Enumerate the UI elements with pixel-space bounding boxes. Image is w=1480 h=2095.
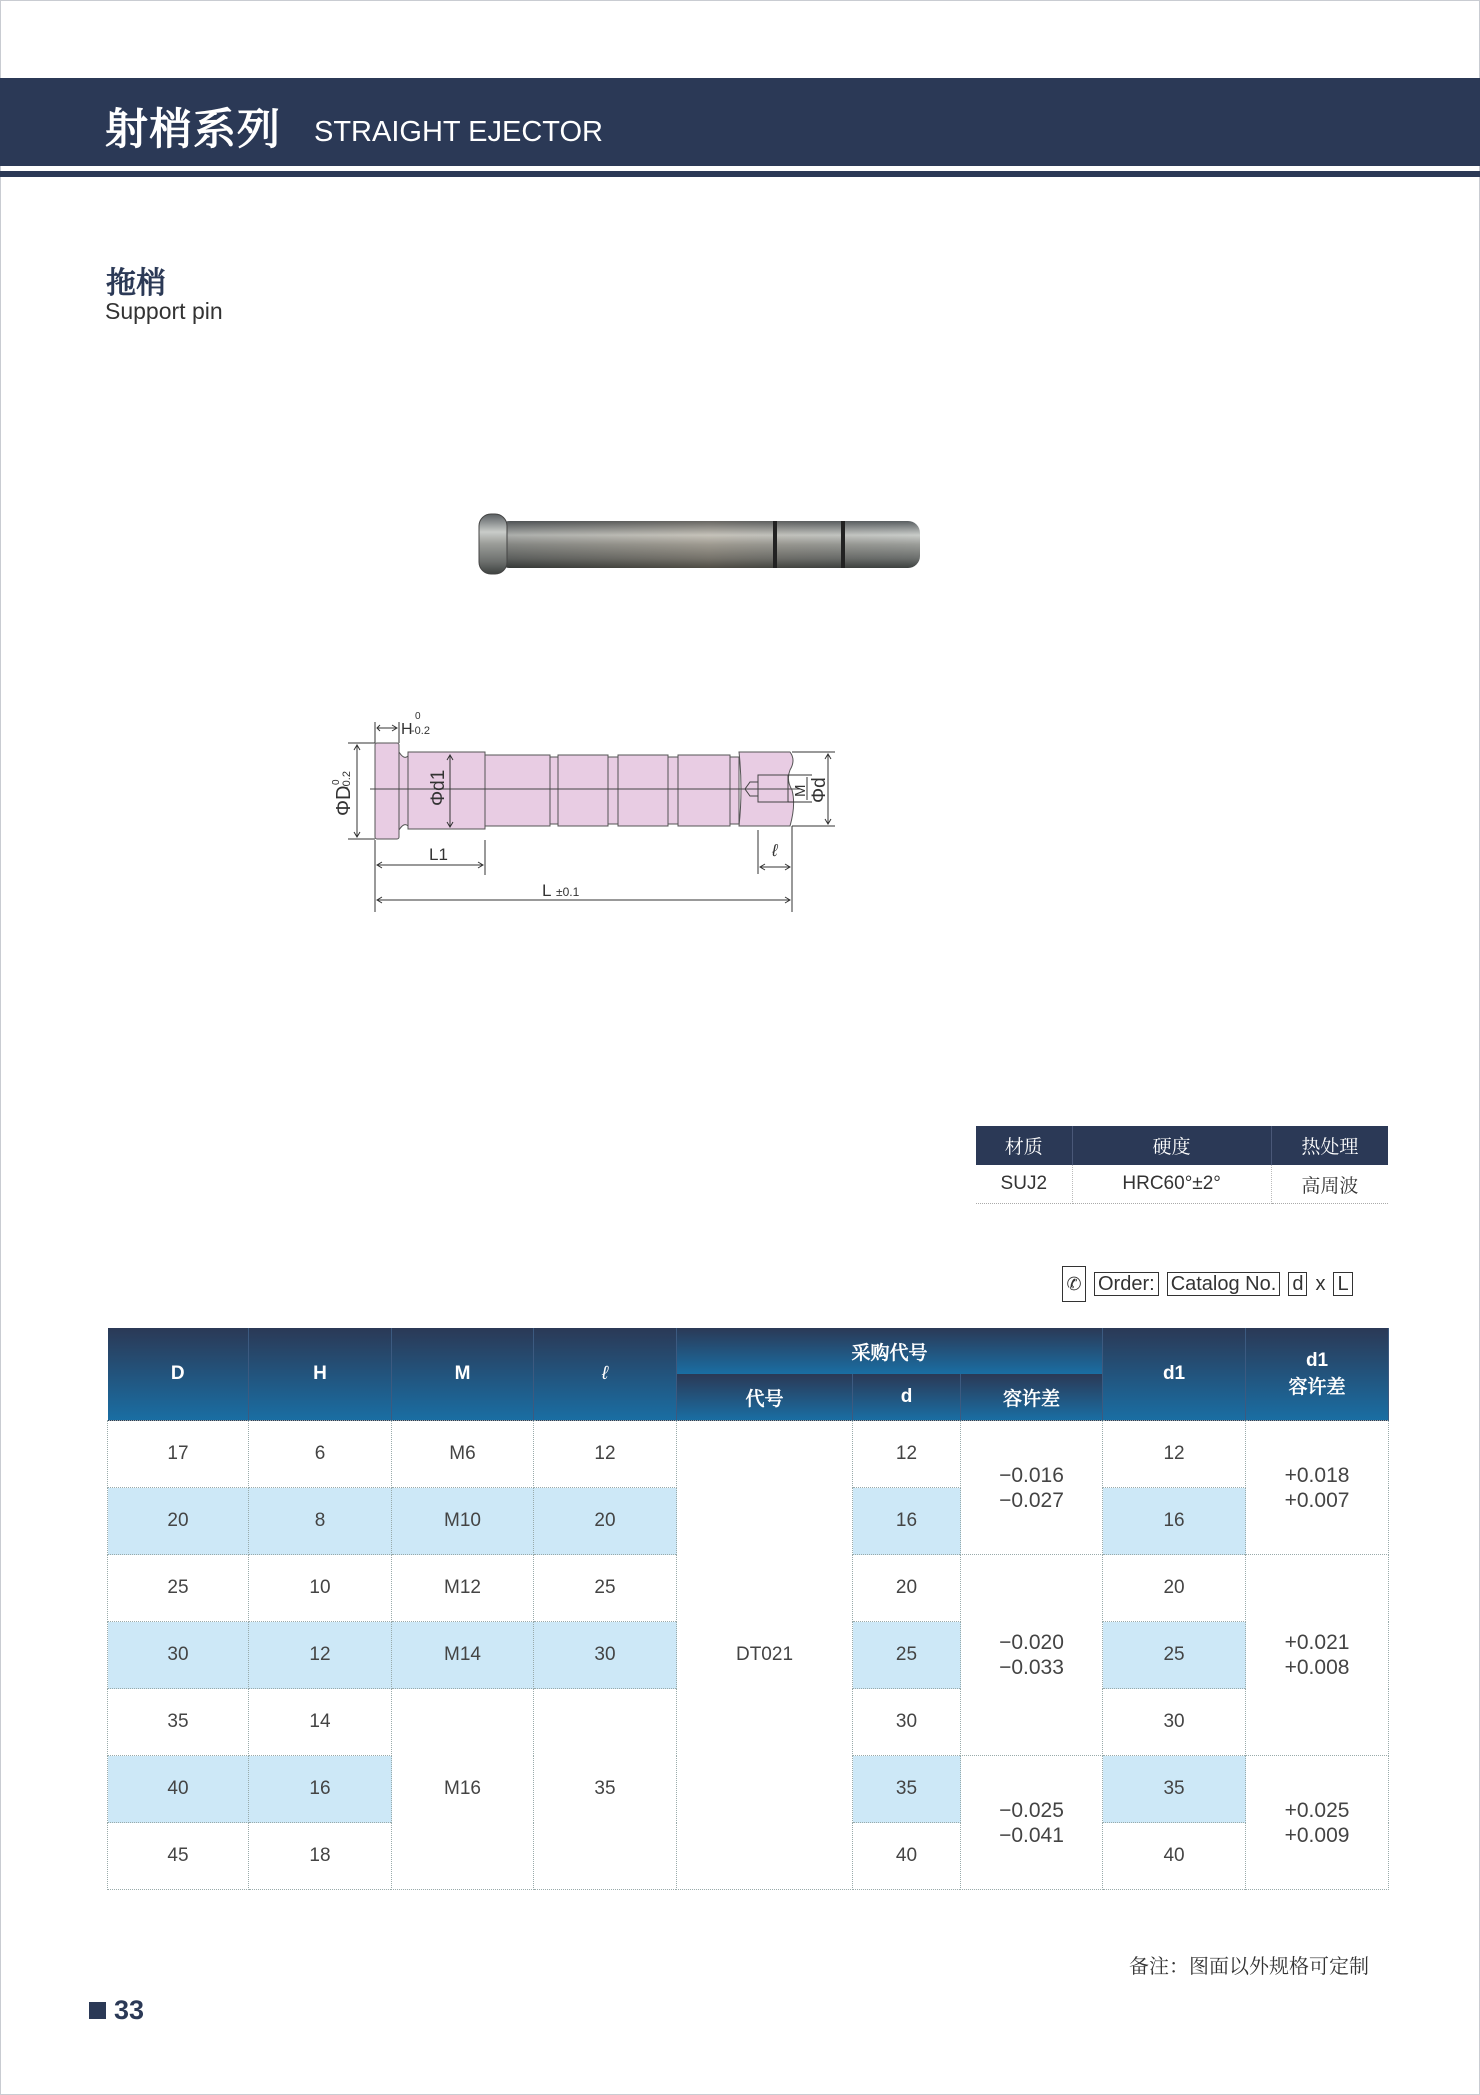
col-H: H bbox=[249, 1328, 392, 1421]
order-catalog: Catalog No. bbox=[1167, 1272, 1281, 1296]
cell-d1: 12 bbox=[1103, 1421, 1246, 1488]
dim-h-tol-lower: -0.2 bbox=[411, 725, 430, 737]
tol-upper: +0.025 bbox=[1284, 1798, 1350, 1822]
tol-lower: −0.033 bbox=[999, 1656, 1064, 1679]
order-label: Order: bbox=[1094, 1272, 1159, 1296]
col-group-purchase-code: 采购代号 bbox=[677, 1328, 1103, 1374]
dim-d1-label: Φd1 bbox=[428, 769, 449, 806]
cell-M: M16 bbox=[392, 1689, 534, 1890]
cell-d: 12 bbox=[853, 1421, 961, 1488]
cell-d-tolerance bbox=[961, 1756, 1103, 1890]
product-title-en: Support pin bbox=[105, 298, 223, 324]
cell-d: 30 bbox=[853, 1689, 961, 1756]
dim-h-label: H bbox=[401, 721, 413, 738]
hardness-value: HRC60°±2° bbox=[1072, 1165, 1271, 1204]
cell-D: 25 bbox=[108, 1555, 249, 1622]
footnote: 备注：图面以外规格可定制 bbox=[1129, 1956, 1369, 1978]
cell-H: 16 bbox=[249, 1756, 392, 1823]
cell-d1-tolerance bbox=[1246, 1756, 1389, 1890]
cell-H: 14 bbox=[249, 1689, 392, 1756]
dim-L-tol: ±0.1 bbox=[556, 885, 580, 899]
dim-l-label: ℓ bbox=[772, 841, 778, 860]
cell-M: M12 bbox=[392, 1555, 534, 1622]
dim-L1-label: L1 bbox=[429, 845, 448, 864]
tol-lower: −0.041 bbox=[999, 1823, 1064, 1847]
heat-treatment-header: 热处理 bbox=[1271, 1126, 1388, 1165]
header-rule bbox=[0, 171, 1480, 177]
col-d: d bbox=[853, 1374, 961, 1421]
col-l: ℓ bbox=[534, 1328, 677, 1421]
dim-L-label: L bbox=[542, 881, 552, 900]
col-d1-tolerance bbox=[1246, 1328, 1389, 1421]
dim-D-tol-upper: 0 bbox=[331, 779, 342, 785]
cell-H: 10 bbox=[249, 1555, 392, 1622]
cell-l: 30 bbox=[534, 1622, 677, 1689]
cell-d-tolerance bbox=[961, 1421, 1103, 1555]
cell-H: 18 bbox=[249, 1823, 392, 1890]
cell-D: 45 bbox=[108, 1823, 249, 1890]
col-d1-tol-b: 容许差 bbox=[1288, 1376, 1346, 1398]
cell-H: 12 bbox=[249, 1622, 392, 1689]
cell-d: 16 bbox=[853, 1488, 961, 1555]
hardness-header: 硬度 bbox=[1072, 1126, 1271, 1165]
cell-l: 12 bbox=[534, 1421, 677, 1488]
cell-M: M6 bbox=[392, 1421, 534, 1488]
cell-d1-tolerance bbox=[1246, 1555, 1389, 1756]
tol-lower: +0.009 bbox=[1284, 1823, 1350, 1847]
tol-upper: −0.020 bbox=[999, 1631, 1064, 1654]
col-D: D bbox=[108, 1328, 249, 1421]
dim-d-label: Φd bbox=[809, 777, 830, 803]
cell-d: 35 bbox=[853, 1756, 961, 1823]
tol-lower: +0.007 bbox=[1284, 1488, 1350, 1512]
cell-d1: 25 bbox=[1103, 1622, 1246, 1689]
series-title-cn: 射梢系列 bbox=[105, 106, 281, 154]
cell-D: 35 bbox=[108, 1689, 249, 1756]
cell-D: 40 bbox=[108, 1756, 249, 1823]
cell-l: 25 bbox=[534, 1555, 677, 1622]
tol-upper: −0.016 bbox=[999, 1463, 1064, 1487]
cell-D: 20 bbox=[108, 1488, 249, 1555]
col-d-tolerance: 容许差 bbox=[961, 1374, 1103, 1421]
series-title-en: STRAIGHT EJECTOR bbox=[314, 116, 603, 148]
product-photo bbox=[478, 512, 924, 576]
cell-d: 25 bbox=[853, 1622, 961, 1689]
dim-h-tol-upper: 0 bbox=[415, 711, 421, 722]
material-header: 材质 bbox=[976, 1126, 1072, 1165]
cell-d1: 16 bbox=[1103, 1488, 1246, 1555]
cell-d1: 35 bbox=[1103, 1756, 1246, 1823]
cell-M: M10 bbox=[392, 1488, 534, 1555]
page-number-text: 33 bbox=[114, 1995, 145, 2025]
material-table bbox=[976, 1126, 1388, 1204]
cell-D: 30 bbox=[108, 1622, 249, 1689]
cell-d1: 20 bbox=[1103, 1555, 1246, 1622]
page-marker bbox=[89, 2002, 106, 2019]
cell-d: 20 bbox=[853, 1555, 961, 1622]
technical-drawing bbox=[330, 700, 1090, 920]
tol-lower: +0.008 bbox=[1284, 1656, 1350, 1679]
phone-icon: ✆ bbox=[1062, 1266, 1086, 1302]
cell-d1: 40 bbox=[1103, 1823, 1246, 1890]
dim-M-label: M bbox=[792, 784, 809, 797]
cell-M: M14 bbox=[392, 1622, 534, 1689]
tol-upper: −0.025 bbox=[999, 1798, 1064, 1822]
dim-D-tol-lower: -0.2 bbox=[341, 771, 353, 790]
cell-H: 8 bbox=[249, 1488, 392, 1555]
cell-l: 35 bbox=[534, 1689, 677, 1890]
tol-upper: +0.018 bbox=[1284, 1463, 1350, 1487]
cell-H: 6 bbox=[249, 1421, 392, 1488]
col-d1: d1 bbox=[1103, 1328, 1246, 1421]
material-value: SUJ2 bbox=[976, 1165, 1072, 1204]
dim-D-label: ΦD bbox=[333, 785, 355, 816]
col-d1-tol-a: d1 bbox=[1305, 1349, 1329, 1371]
order-d: d bbox=[1288, 1272, 1307, 1296]
product-title-cn: 拖梢 bbox=[106, 267, 166, 300]
spec-table bbox=[107, 1328, 1389, 1890]
order-format bbox=[1062, 1266, 1353, 1302]
heat-treatment-value: 高周波 bbox=[1271, 1165, 1388, 1204]
col-M: M bbox=[392, 1328, 534, 1421]
cell-d-tolerance bbox=[961, 1555, 1103, 1756]
page-number bbox=[89, 1995, 144, 2026]
cell-d: 40 bbox=[853, 1823, 961, 1890]
order-L: L bbox=[1333, 1272, 1352, 1296]
cell-d1-tolerance bbox=[1246, 1421, 1389, 1555]
cell-code: DT021 bbox=[677, 1421, 853, 1890]
col-code: 代号 bbox=[677, 1374, 853, 1421]
tol-lower: −0.027 bbox=[999, 1488, 1064, 1512]
tol-upper: +0.021 bbox=[1284, 1631, 1350, 1654]
cell-d1: 30 bbox=[1103, 1689, 1246, 1756]
cell-l: 20 bbox=[534, 1488, 677, 1555]
cell-D: 17 bbox=[108, 1421, 249, 1488]
table-row bbox=[108, 1421, 1389, 1488]
order-x: x bbox=[1315, 1272, 1326, 1295]
